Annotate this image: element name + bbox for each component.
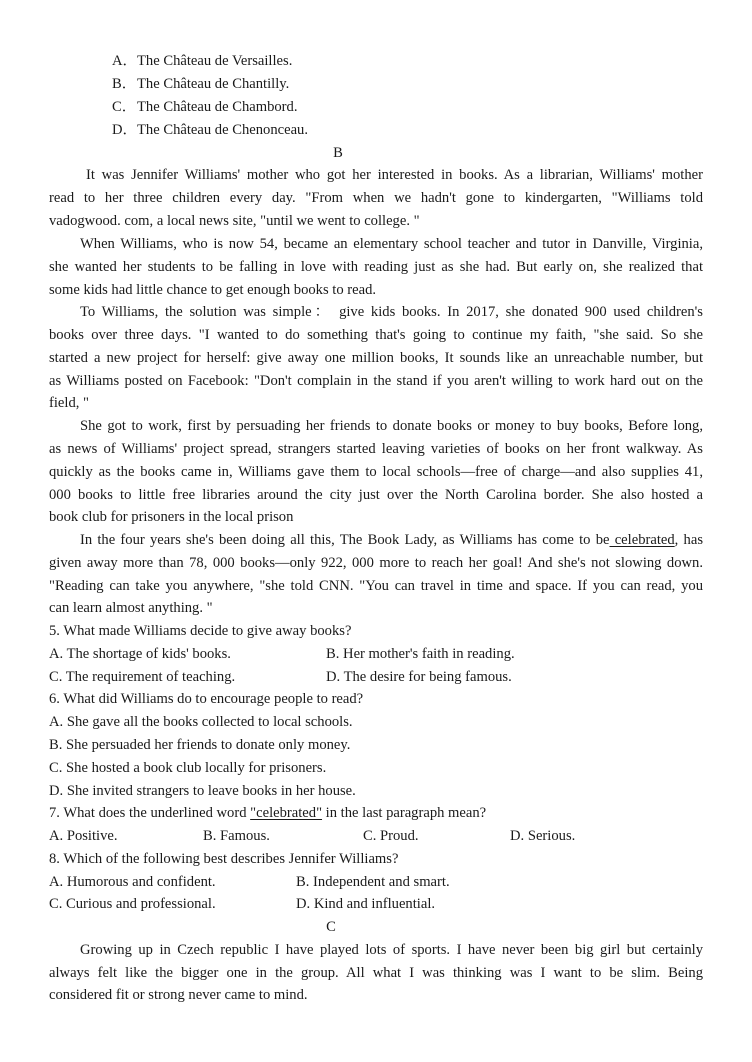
- passage-line: as news of Williams' project spread, strangers started leaving varieties of books on her front walkway. As: [49, 441, 703, 457]
- passage-line: given away more than 78, 000 books—only 922, 000 more to reach her goal! And she's not slowing down.: [49, 555, 703, 571]
- prev-option-c: C．The Château de Chambord.: [112, 99, 298, 115]
- question-option: C. She hosted a book club locally for prisoners.: [49, 760, 327, 776]
- question-stem: 8. Which of the following best describes Jennifer Williams?: [49, 851, 399, 867]
- passage-line: 000 books to little free libraries around the city just over the North Carolina border. She also hosted a: [49, 487, 703, 503]
- question-option: C. The requirement of teaching.: [49, 669, 236, 685]
- passage-line: always felt like the bigger one in the group. All what I was thinking was I want to be slim. Being: [49, 965, 703, 981]
- section-c-heading: C: [326, 919, 336, 935]
- question-option: B. Famous.: [203, 828, 270, 844]
- passage-line: as Williams posted on Facebook: "Don't complain in the stand if you aren't willing to work hard out on the: [49, 373, 703, 389]
- passage-line: can learn almost anything. ": [49, 600, 213, 616]
- passage-line: some kids had little chance to get enough books to read.: [49, 282, 377, 298]
- passage-line: In the four years she's been doing all this, The Book Lady, as Williams has come to be celebrated, has: [80, 532, 703, 548]
- passage-line: started a new project for herself: give away one million books, It sounds like an unreachable number, but: [49, 350, 703, 366]
- passage-line: quickly as the books came in, Williams gave them to local schools—free of charge—and also supplies 41,: [49, 464, 703, 480]
- passage-line: books over three days. "I wanted to do something that's going to continue my faith, "she said. So she: [49, 327, 703, 343]
- question-option: D. Serious.: [510, 828, 576, 844]
- question-option: A. She gave all the books collected to local schools.: [49, 714, 353, 730]
- passage-line: Growing up in Czech republic I have played lots of sports. I have never been big girl but certainly: [80, 942, 703, 958]
- passage-line: When Williams, who is now 54, became an elementary school teacher and tutor in Danville, Virginia,: [80, 236, 703, 252]
- prev-option-a: A．The Château de Versailles.: [112, 53, 293, 69]
- question-option: D. The desire for being famous.: [326, 669, 512, 685]
- prev-option-d: D．The Château de Chenonceau.: [112, 122, 308, 138]
- passage-line: field, ": [49, 395, 89, 411]
- question-option: D. She invited strangers to leave books in her house.: [49, 783, 356, 799]
- question-option: A. The shortage of kids' books.: [49, 646, 231, 662]
- question-option: B. She persuaded her friends to donate only money.: [49, 737, 351, 753]
- question-stem: 7. What does the underlined word "celebrated" in the last paragraph mean?: [49, 805, 487, 821]
- passage-line: "Reading can take you anywhere, "she told CNN. "You can travel in time and space. If you can read, you: [49, 578, 703, 594]
- question-stem: 6. What did Williams do to encourage people to read?: [49, 691, 364, 707]
- underlined-word: "celebrated": [250, 805, 323, 821]
- question-option: A. Humorous and confident.: [49, 874, 216, 890]
- question-option: C. Curious and professional.: [49, 896, 216, 912]
- question-option: B. Her mother's faith in reading.: [326, 646, 515, 662]
- question-option: C. Proud.: [363, 828, 419, 844]
- passage-line: book club for prisoners in the local prison: [49, 509, 294, 525]
- passage-line: read to her three children every day. "From when we hadn't gone to kindergarten, "Williams told: [49, 190, 703, 206]
- prev-option-b: B．The Château de Chantilly.: [112, 76, 290, 92]
- question-option: A. Positive.: [49, 828, 118, 844]
- underlined-word: celebrated: [609, 532, 675, 548]
- section-b-heading: B: [333, 145, 343, 161]
- question-option: D. Kind and influential.: [296, 896, 436, 912]
- passage-line: She got to work, first by persuading her friends to donate books or money to buy books, Before long,: [80, 418, 703, 434]
- question-stem: 5. What made Williams decide to give away books?: [49, 623, 352, 639]
- passage-line: To Williams, the solution was simple： give kids books. In 2017, she donated 900 used children's: [80, 304, 703, 320]
- question-option: B. Independent and smart.: [296, 874, 450, 890]
- passage-line: she wanted her students to be falling in love with reading just as she had. But early on, she realized that: [49, 259, 703, 275]
- passage-line: considered fit or strong never came to mind.: [49, 987, 308, 1003]
- passage-line: It was Jennifer Williams' mother who got her interested in books. As a librarian, Williams' mother: [86, 167, 703, 183]
- passage-line: vadogwood. com, a local news site, "until we went to college. ": [49, 213, 420, 229]
